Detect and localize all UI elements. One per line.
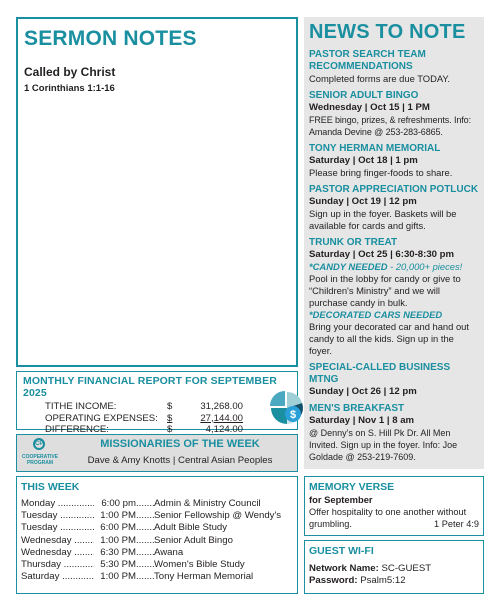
list-item	[21, 498, 293, 510]
financial-table	[45, 401, 243, 436]
event-name: Senior Fellowship @ Wendy's	[154, 510, 282, 522]
financial-amount: 31,268.00	[200, 401, 243, 412]
this-week-panel	[16, 476, 298, 594]
sermon-notes-heading: SERMON NOTES	[24, 27, 197, 50]
news-item-title: TRUNK OR TREAT	[309, 237, 398, 248]
news-item-date: Saturday | Oct 18 | 1 pm	[309, 155, 418, 166]
memory-verse-heading: MEMORY VERSE	[309, 481, 395, 493]
event-name: Women's Bible Study	[154, 559, 245, 571]
financial-report-panel	[16, 371, 298, 435]
event-name: Senior Adult Bingo	[154, 534, 233, 546]
news-item-title: PASTOR APPRECIATION POTLUCK	[309, 184, 479, 195]
event-time: 6:00 PM	[100, 522, 136, 534]
this-week-heading: THIS WEEK	[21, 481, 80, 493]
financial-label: TITHE INCOME:	[45, 401, 117, 412]
wifi-network	[309, 563, 479, 575]
news-item-title: SPECIAL-CALLED BUSINESS MTNG	[309, 362, 451, 385]
news-to-note-panel	[304, 17, 484, 469]
memory-verse-subheading: for September	[309, 494, 373, 505]
financial-report-heading: MONTHLY FINANCIAL REPORT FOR SEPTEMBER 2025	[23, 375, 277, 399]
news-item-memorial	[309, 143, 479, 179]
pie-slice	[270, 391, 285, 406]
news-item-business-meeting	[309, 362, 479, 398]
event-name: Admin & Ministry Council	[154, 498, 261, 509]
event-day: Tuesday .....	[21, 510, 94, 522]
this-week-list	[21, 498, 293, 583]
news-item-date: Sunday | Oct 19 | 12 pm	[309, 196, 417, 207]
news-item-body: @ Denny's on S. Hill Pk Dr. All Men Invited. Sign up in the foyer. Info: Joe Goldade @ 253-219-7609.	[309, 428, 458, 462]
sermon-notes-panel	[16, 17, 298, 367]
event-name: Awana	[154, 546, 184, 558]
cooperative-program-icon: CP	[33, 438, 45, 450]
guest-wifi-heading: GUEST WI-FI	[309, 545, 374, 557]
news-item-trunk-or-treat	[309, 237, 479, 357]
news-item-potluck	[309, 184, 479, 232]
list-item	[21, 571, 293, 583]
wifi-network-label: Network Name:	[309, 563, 379, 574]
missionaries-panel	[16, 434, 298, 472]
list-item	[21, 559, 293, 571]
wifi-password-value: Psalm5:12	[360, 575, 406, 586]
financial-amount: 27,144.00	[200, 412, 243, 424]
news-item-body: Completed forms are due TODAY.	[309, 73, 451, 84]
dollar-pie-chart-icon	[269, 390, 305, 426]
news-item-body: FREE bingo, prizes, & refreshments. Info: Amanda Devine @ 253-283-6865.	[309, 115, 471, 137]
news-item-title: TONY HERMAN MEMORIAL	[309, 143, 441, 154]
event-day: Saturday .....	[21, 571, 94, 583]
event-name: Adult Bible Study	[154, 522, 228, 534]
missionaries-heading: MISSIONARIES OF THE WEEK	[100, 438, 260, 450]
wifi-network-value: SC-GUEST	[381, 563, 432, 574]
event-day: Monday .....	[21, 498, 94, 510]
event-day: Thursday .....	[21, 559, 94, 571]
news-item-date: Saturday | Oct 25 | 6:30-8:30 pm	[309, 249, 455, 260]
news-item-title: PASTOR SEARCH TEAM RECOMMENDATIONS	[309, 49, 426, 72]
sermon-title: Called by Christ	[24, 65, 116, 79]
news-heading: NEWS TO NOTE	[309, 21, 466, 43]
missionaries-bar	[63, 435, 297, 471]
wifi-password	[309, 575, 479, 587]
financial-label: OPERATING EXPENSES:	[45, 412, 158, 424]
event-time: 6:30 PM	[100, 546, 136, 558]
list-item	[21, 510, 293, 522]
event-day: Tuesday .....	[21, 522, 94, 534]
candy-needed-label: *CANDY NEEDED	[309, 261, 388, 272]
event-day: Wednesday .....	[21, 547, 94, 559]
news-item-date: Sunday | Oct 26 | 12 pm	[309, 386, 417, 397]
news-item-body: Please bring finger-foods to share.	[309, 167, 453, 178]
memory-verse-panel	[304, 476, 484, 536]
event-name: Tony Herman Memorial	[154, 571, 254, 583]
news-item-pastor-search	[309, 49, 479, 85]
sermon-reference: 1 Corinthians 1:1-16	[24, 83, 115, 94]
financial-amount: 4,124.00	[205, 424, 243, 435]
news-item-date: Wednesday | Oct 15 | 1 PM	[309, 102, 430, 113]
event-time: 1:00 PM	[100, 571, 136, 583]
event-time: 1:00 PM	[100, 534, 136, 546]
financial-currency: $	[167, 424, 173, 435]
financial-currency: $	[167, 401, 173, 412]
news-item-body: Bring your decorated car and hand out candy to all the kids. Sign up in the foyer.	[309, 321, 470, 356]
dollar-symbol: $	[289, 409, 297, 421]
news-item-mens-breakfast	[309, 403, 479, 463]
news-item-date: Saturday | Nov 1 | 8 am	[309, 415, 415, 426]
memory-verse-reference: 1 Peter 4:9	[434, 518, 479, 529]
event-time: 5:30 PM	[100, 559, 136, 571]
event-day: Wednesday .....	[21, 535, 94, 547]
candy-count: - 20,000+ pieces!	[387, 261, 463, 272]
news-item-title: MEN'S BREAKFAST	[309, 403, 405, 414]
list-item	[21, 535, 293, 547]
news-item-body: Pool in the lobby for candy or give to “Children's Ministry” and we will purchase candy in bulk.	[309, 273, 461, 308]
event-time: 1:00 PM	[100, 510, 136, 522]
cars-needed-label: *DECORATED CARS NEEDED	[309, 309, 443, 320]
news-item-bingo	[309, 90, 479, 138]
missionaries-names: Dave & Amy Knotts | Central Asian Peoples	[87, 455, 273, 466]
memory-verse-text: Offer hospitality to one another without grumbling.	[309, 507, 467, 529]
cooperative-program-logo	[17, 435, 63, 471]
event-time: 6:00 pm	[101, 498, 136, 509]
news-item-body: Sign up in the foyer. Baskets will be available for cards and gifts.	[309, 208, 457, 231]
guest-wifi-panel	[304, 540, 484, 594]
logo-line-2: PROGRAM	[26, 460, 54, 466]
list-item	[21, 522, 293, 534]
wifi-password-label: Password:	[309, 575, 358, 586]
financial-currency: $	[167, 412, 173, 424]
list-item	[21, 547, 293, 559]
pie-slice	[271, 408, 287, 424]
financial-label: DIFFERENCE:	[45, 424, 109, 435]
financial-row-tithe	[45, 401, 243, 413]
financial-row-expenses	[45, 413, 243, 425]
news-item-title: SENIOR ADULT BINGO	[309, 90, 419, 101]
logo-line-1: COOPERATIVE	[21, 454, 59, 460]
